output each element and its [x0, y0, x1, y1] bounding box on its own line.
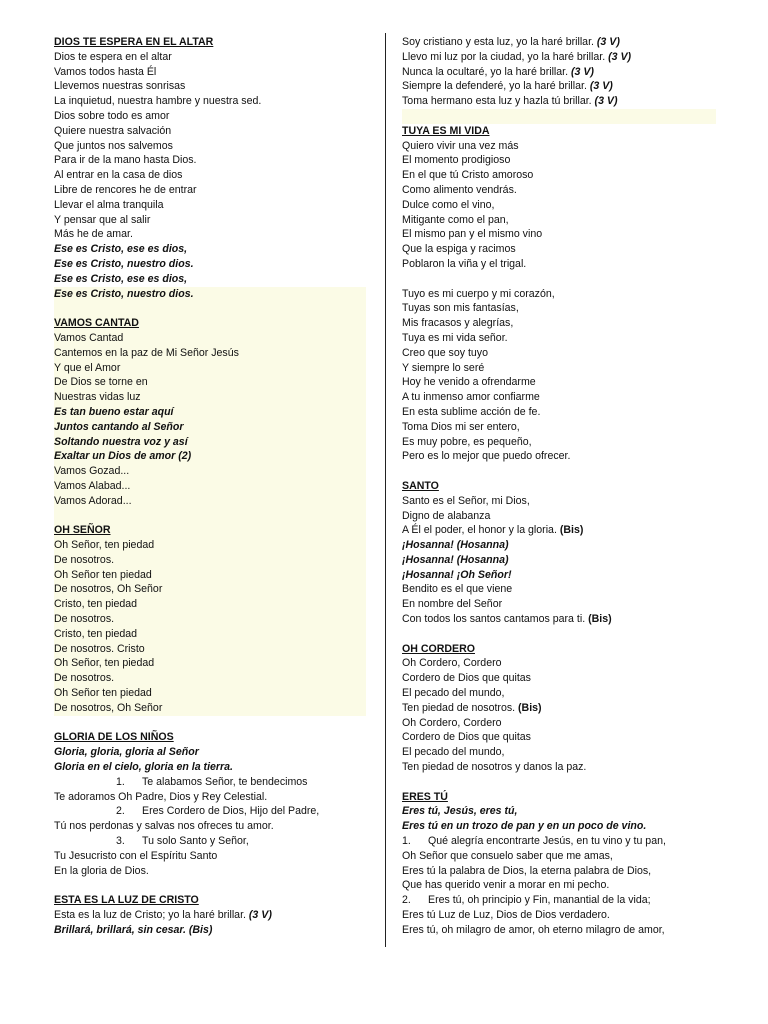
lyric-line: Y siempre lo seré — [402, 361, 485, 374]
song-title: DIOS TE ESPERA EN EL ALTAR — [54, 36, 214, 48]
lyric-line: Mitigante como el pan, — [402, 213, 509, 226]
lyric-line: El pecado del mundo, — [402, 687, 505, 700]
lyric-line — [402, 65, 716, 80]
lyric-line: Tuyas son mis fantasías, — [402, 302, 519, 315]
lyric-text: Con todos los santos cantamos para ti. — [402, 613, 589, 626]
song-title: ESTA ES LA LUZ DE CRISTO — [54, 894, 199, 907]
lyric-line: Tú nos perdonas y salvas nos ofreces tu amor. — [54, 820, 274, 833]
lyric-line: Tuyo es mi cuerpo y mi corazón, — [402, 287, 555, 300]
chorus-line: Eres tú en un trozo de pan y en un poco de vino. — [402, 820, 647, 833]
lyric-line: Y pensar que al salir — [54, 213, 151, 226]
lyric-text: Ten piedad de nosotros. — [402, 701, 519, 714]
lyric-line: En esta sublime acción de fe. — [402, 405, 541, 418]
lyric-line: Y que el Amor — [54, 361, 366, 376]
chorus-line: Gloria, gloria, gloria al Señor — [54, 746, 199, 759]
lyric-line: De nosotros. Cristo — [54, 642, 366, 657]
chorus-line: ¡Hosanna! ¡Oh Señor! — [402, 568, 512, 581]
lyric-line: Oh Señor, ten piedad — [54, 656, 366, 671]
lyric-line: De nosotros, Oh Señor — [54, 582, 366, 597]
lyric-line: La inquietud, nuestra hambre y nuestra sed. — [54, 95, 262, 108]
lyric-line: El mismo pan y el mismo vino — [402, 228, 543, 241]
song-title: VAMOS CANTAD — [54, 316, 366, 331]
lyric-line: Quiero vivir una vez más — [402, 139, 519, 152]
lyric-line: Oh Señor ten piedad — [54, 686, 366, 701]
lyric-text: Te alabamos Señor, te bendecimos — [142, 775, 308, 788]
lyric-line: Más he de amar. — [54, 228, 133, 241]
repeat-marker: (3 V) — [608, 50, 632, 63]
lyric-line: De nosotros. — [54, 671, 366, 686]
lyric-line — [402, 612, 716, 627]
lyric-line: Oh Cordero, Cordero — [402, 657, 502, 670]
lyric-line: De nosotros. — [54, 612, 366, 627]
chorus-line: Ese es Cristo, ese es dios, — [54, 272, 188, 285]
lyric-line: Cordero de Dios que quitas — [402, 731, 531, 744]
chorus-line: Brillará, brillará, sin cesar. (Bis) — [54, 923, 213, 936]
blank-line — [402, 627, 716, 642]
lyric-line: Vamos Alabad... — [54, 479, 366, 494]
repeat-marker: (Bis) — [588, 613, 612, 626]
lyric-line: Como alimento vendrás. — [402, 183, 517, 196]
lyric-line: Nuestras vidas luz — [54, 390, 366, 405]
lyric-line — [402, 523, 716, 538]
lyric-line: El momento prodigioso — [402, 154, 511, 167]
lyric-text: Siempre la defenderé, yo la haré brillar. — [402, 80, 590, 93]
lyric-text: A Él el poder, el honor y la gloria. — [402, 524, 560, 537]
lyric-line — [402, 50, 716, 65]
lyric-text: Eres tú, oh principio y Fin, manantial de la vida; — [428, 894, 651, 907]
chorus-line: Eres tú, Jesús, eres tú, — [402, 805, 518, 818]
blank-line — [54, 878, 366, 893]
lyric-line: Al entrar en la casa de dios — [54, 169, 183, 182]
lyric-line: Vamos Adorad... — [54, 494, 366, 509]
lyric-line: De Dios se torne en — [54, 375, 366, 390]
lyric-line: Bendito es el que viene — [402, 583, 513, 596]
song-title: SANTO — [402, 479, 439, 492]
lyric-line: Llevar el alma tranquila — [54, 198, 164, 211]
lyric-line: Oh Señor ten piedad — [54, 568, 366, 583]
lyric-line: Libre de rencores he de entrar — [54, 183, 197, 196]
repeat-marker: (3 V) — [594, 95, 618, 108]
lyric-line: Poblaron la viña y el trigal. — [402, 257, 527, 270]
lyric-line: Dios sobre todo es amor — [54, 109, 170, 122]
lyric-line: Tuya es mi vida señor. — [402, 331, 508, 344]
lyric-line: Ten piedad de nosotros y danos la paz. — [402, 761, 587, 774]
song-title: OH SEÑOR — [54, 523, 366, 538]
numbered-verse-line — [402, 834, 716, 849]
blank-line — [54, 301, 366, 316]
right-column — [402, 35, 716, 938]
lyric-line: Dios te espera en el altar — [54, 50, 172, 63]
lyric-line: Cantemos en la paz de Mi Señor Jesús — [54, 346, 366, 361]
lyric-line: En nombre del Señor — [402, 598, 503, 611]
chorus-line: Ese es Cristo, nuestro dios. — [54, 257, 194, 270]
lyric-line: A tu inmenso amor confiarme — [402, 391, 540, 404]
repeat-marker: (3 V) — [589, 80, 613, 93]
lyric-text: Qué alegría encontrarte Jesús, en tu vino y tu pan, — [428, 835, 666, 848]
song-title: GLORIA DE LOS NIÑOS — [54, 731, 174, 744]
song-title: OH CORDERO — [402, 642, 475, 655]
lyric-line — [402, 701, 716, 716]
repeat-marker: (3 V) — [248, 909, 272, 922]
blank-line — [402, 775, 716, 790]
lyric-line: Que juntos nos salvemos — [54, 139, 173, 152]
lyric-line: El pecado del mundo, — [402, 746, 505, 759]
blank-line — [402, 109, 716, 124]
lyric-line: Digno de alabanza — [402, 509, 491, 522]
song-title: TUYA ES MI VIDA — [402, 124, 490, 137]
lyric-line: Cristo, ten piedad — [54, 627, 366, 642]
lyric-line: En la gloria de Dios. — [54, 864, 149, 877]
lyric-line — [402, 35, 716, 50]
lyric-line: Mis fracasos y alegrías, — [402, 317, 514, 330]
lyric-line: Tu Jesucristo con el Espíritu Santo — [54, 849, 218, 862]
lyric-line: De nosotros, Oh Señor — [54, 701, 366, 716]
numbered-verse-line — [402, 893, 716, 908]
song-title: ERES TÚ — [402, 790, 448, 803]
chorus-line: Juntos cantando al Señor — [54, 420, 366, 435]
lyric-line: Oh Señor que consuelo saber que me amas, — [402, 849, 613, 862]
repeat-marker: (3 V) — [596, 36, 620, 48]
lyric-line — [402, 79, 716, 94]
numbered-verse-line — [54, 834, 366, 849]
lyric-line — [54, 908, 366, 923]
lyric-text: Llevo mi luz por la ciudad, yo la haré brillar. — [402, 50, 609, 63]
lyric-line: Vamos todos hasta Él — [54, 65, 157, 78]
lyric-text: Toma hermano esta luz y hazla tú brillar. — [402, 95, 595, 108]
blank-line — [54, 509, 366, 524]
lyric-line: Llevemos nuestras sonrisas — [54, 80, 186, 93]
verse-number: 1. — [402, 835, 411, 848]
lyric-line: Hoy he venido a ofrendarme — [402, 376, 536, 389]
chorus-line: Ese es Cristo, ese es dios, — [54, 243, 188, 256]
lyric-text: Soy cristiano y esta luz, yo la haré brillar. — [402, 36, 597, 48]
lyric-line: Santo es el Señor, mi Dios, — [402, 494, 530, 507]
numbered-verse-line — [54, 775, 366, 790]
verse-number: 2. — [116, 805, 125, 818]
left-column — [54, 35, 366, 938]
chorus-line: Ese es Cristo, nuestro dios. — [54, 287, 366, 302]
lyric-line: Cristo, ten piedad — [54, 597, 366, 612]
lyric-line: Vamos Cantad — [54, 331, 366, 346]
chorus-line: Es tan bueno estar aquí — [54, 405, 366, 420]
lyric-line: Oh Cordero, Cordero — [402, 716, 502, 729]
repeat-marker: (3 V) — [571, 65, 594, 78]
lyric-line: Cordero de Dios que quitas — [402, 672, 531, 685]
lyric-line: Toma Dios mi ser entero, — [402, 420, 520, 433]
lyric-line: En el que tú Cristo amoroso — [402, 169, 534, 182]
lyric-line: Que has querido venir a morar en mi pecho. — [402, 879, 610, 892]
lyric-text: Tu solo Santo y Señor, — [142, 835, 249, 848]
lyric-line: Creo que soy tuyo — [402, 346, 488, 359]
column-divider — [385, 33, 386, 947]
lyric-line: Eres tú, oh milagro de amor, oh eterno milagro de amor, — [402, 923, 665, 936]
chorus-line: ¡Hosanna! (Hosanna) — [402, 553, 509, 566]
lyric-line: Es muy pobre, es pequeño, — [402, 435, 532, 448]
blank-line — [402, 272, 716, 287]
lyric-text: Esta es la luz de Cristo; yo la haré brillar. — [54, 909, 249, 922]
lyric-line: Quiere nuestra salvación — [54, 124, 172, 137]
lyric-line: Vamos Gozad... — [54, 464, 366, 479]
lyric-line: Oh Señor, ten piedad — [54, 538, 366, 553]
lyric-line: Que la espiga y racimos — [402, 243, 516, 256]
lyric-line: Para ir de la mano hasta Dios. — [54, 154, 197, 167]
numbered-verse-line — [54, 804, 366, 819]
chorus-line: Gloria en el cielo, gloria en la tierra. — [54, 761, 233, 774]
verse-number: 2. — [402, 894, 411, 907]
repeat-marker: (Bis) — [518, 701, 542, 714]
lyric-line: Eres tú Luz de Luz, Dios de Dios verdadero. — [402, 909, 610, 922]
lyric-text: Eres Cordero de Dios, Hijo del Padre, — [142, 805, 320, 818]
lyric-line: Te adoramos Oh Padre, Dios y Rey Celestial. — [54, 790, 268, 803]
lyric-text: Nunca la ocultaré, yo la haré brillar. — [402, 65, 571, 78]
chorus-line: ¡Hosanna! (Hosanna) — [402, 539, 509, 552]
chorus-line: Exaltar un Dios de amor (2) — [54, 449, 366, 464]
repeat-marker: (Bis) — [559, 524, 584, 537]
lyric-line: Dulce como el vino, — [402, 198, 495, 211]
verse-number: 1. — [116, 775, 125, 788]
blank-line — [402, 464, 716, 479]
blank-line — [54, 716, 366, 731]
lyric-line — [402, 94, 716, 109]
lyric-line: Pero es lo mejor que puedo ofrecer. — [402, 450, 571, 463]
lyric-line: De nosotros. — [54, 553, 366, 568]
verse-number: 3. — [116, 835, 125, 848]
chorus-line: Soltando nuestra voz y así — [54, 435, 366, 450]
lyric-line: Eres tú la palabra de Dios, la eterna palabra de Dios, — [402, 864, 652, 877]
